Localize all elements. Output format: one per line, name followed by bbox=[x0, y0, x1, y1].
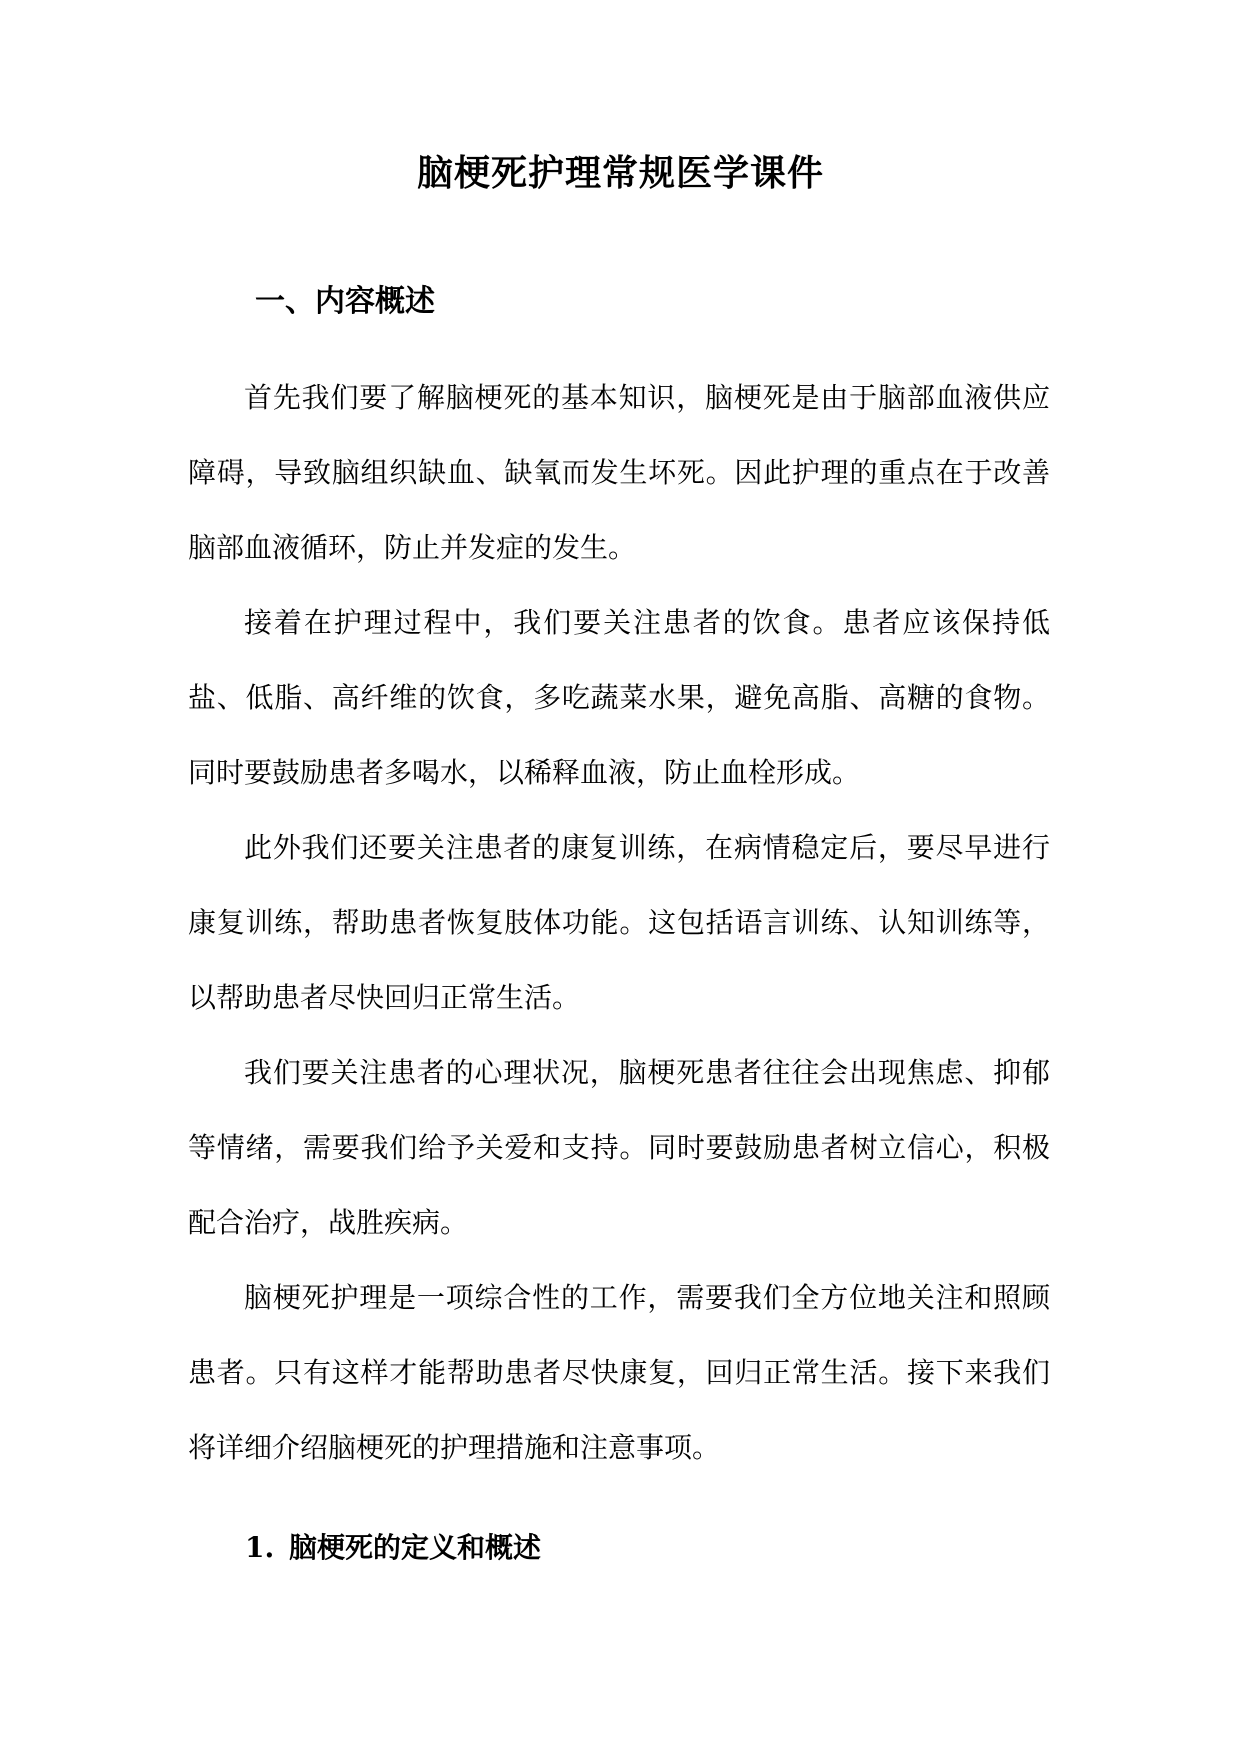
paragraph-rehabilitation: 此外我们还要关注患者的康复训练，在病情稳定后，要尽早进行康复训练，帮助患者恢复肢体功能。这包括语言训练、认知训练等，以帮助患者尽快回归正常生活。 bbox=[188, 831, 1050, 1014]
subsection-heading bbox=[245, 1528, 541, 1568]
paragraph-diet: 接着在护理过程中，我们要关注患者的饮食。患者应该保持低盐、低脂、高纤维的饮食，多吃蔬菜水果，避免高脂、高糖的食物。同时要鼓励患者多喝水，以稀释血液，防止血栓形成。 bbox=[188, 606, 1050, 789]
section-heading-overview: 一、内容概述 bbox=[255, 284, 435, 319]
paragraph-basic-knowledge: 首先我们要了解脑梗死的基本知识，脑梗死是由于脑部血液供应障碍，导致脑组织缺血、缺氧而发生坏死。因此护理的重点在于改善脑部血液循环，防止并发症的发生。 bbox=[188, 381, 1050, 564]
document-title: 脑梗死护理常规医学课件 bbox=[416, 152, 824, 194]
subsection-title: 脑梗死的定义和概述 bbox=[289, 1531, 542, 1564]
subsection-number: 1. bbox=[245, 1531, 275, 1564]
body-text bbox=[188, 360, 1050, 1485]
paragraph-summary: 脑梗死护理是一项综合性的工作，需要我们全方位地关注和照顾患者。只有这样才能帮助患者尽快康复，回归正常生活。接下来我们将详细介绍脑梗死的护理措施和注意事项。 bbox=[188, 1281, 1050, 1464]
paragraph-psychology: 我们要关注患者的心理状况，脑梗死患者往往会出现焦虑、抑郁等情绪，需要我们给予关爱和支持。同时要鼓励患者树立信心，积极配合治疗，战胜疾病。 bbox=[188, 1056, 1050, 1239]
